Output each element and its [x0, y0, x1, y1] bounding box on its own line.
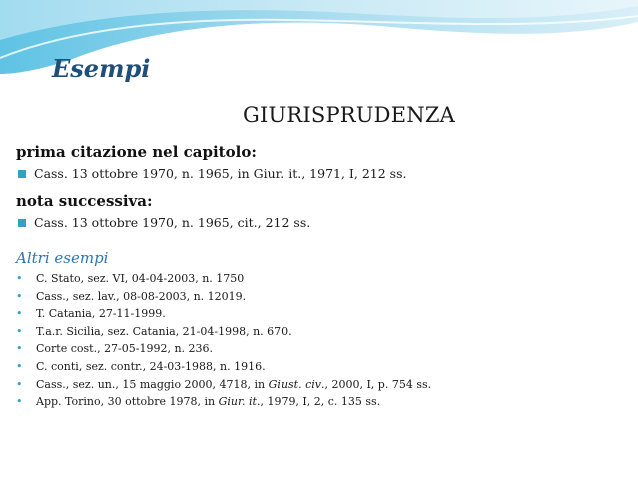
- journal-name: Giur. it: [218, 395, 257, 409]
- list-item: • T.a.r. Sicilia, sez. Catania, 21-04-1998, n. 670.: [16, 323, 626, 341]
- list-item: • Corte cost., 27-05-1992, n. 236.: [16, 340, 626, 358]
- list-item: • T. Catania, 27-11-1999.: [16, 305, 626, 323]
- journal-name: Giust. civ: [268, 377, 321, 391]
- bullet-dot-icon: •: [16, 395, 23, 409]
- square-bullet-icon: [18, 219, 26, 227]
- bullet-dot-icon: •: [16, 342, 23, 356]
- bullet-dot-icon: •: [16, 272, 23, 285]
- slide-content: [16, 143, 626, 411]
- list-item: • C. conti, sez. contr., 24-03-1988, n. 1916.: [16, 358, 626, 376]
- other-examples-list: [16, 270, 626, 411]
- subsequent-note-heading: nota successiva:: [16, 192, 153, 210]
- slide-subtitle: GIURISPRUDENZA: [242, 103, 455, 127]
- bullet-dot-icon: •: [16, 307, 23, 321]
- other-examples-heading: Altri esempi: [16, 249, 109, 267]
- list-item: • C. Stato, sez. VI, 04-04-2003, n. 1750: [16, 270, 626, 288]
- first-citation-heading: prima citazione nel capitolo:: [16, 143, 257, 161]
- square-bullet-icon: [18, 170, 26, 178]
- list-item: • Cass., sez. un., 15 maggio 2000, 4718, in Giust. civ., 2000, I, p. 754 ss.: [16, 376, 626, 394]
- bullet-dot-icon: •: [16, 324, 23, 338]
- first-citation-item: [16, 164, 626, 184]
- bullet-dot-icon: •: [16, 359, 23, 373]
- slide-title: Esempi: [52, 54, 151, 83]
- bullet-dot-icon: •: [16, 289, 23, 303]
- subsequent-note-text: Cass. 13 ottobre 1970, n. 1965, cit., 212 ss.: [34, 215, 311, 230]
- bullet-dot-icon: •: [16, 377, 23, 391]
- list-item: • Cass., sez. lav., 08-08-2003, n. 12019.: [16, 288, 626, 306]
- list-item: • App. Torino, 30 ottobre 1978, in Giur. it., 1979, I, 2, c. 135 ss.: [16, 393, 626, 411]
- subsequent-note-item: [16, 213, 626, 233]
- first-citation-text: Cass. 13 ottobre 1970, n. 1965, in Giur. it., 1971, I, 212 ss.: [34, 166, 407, 181]
